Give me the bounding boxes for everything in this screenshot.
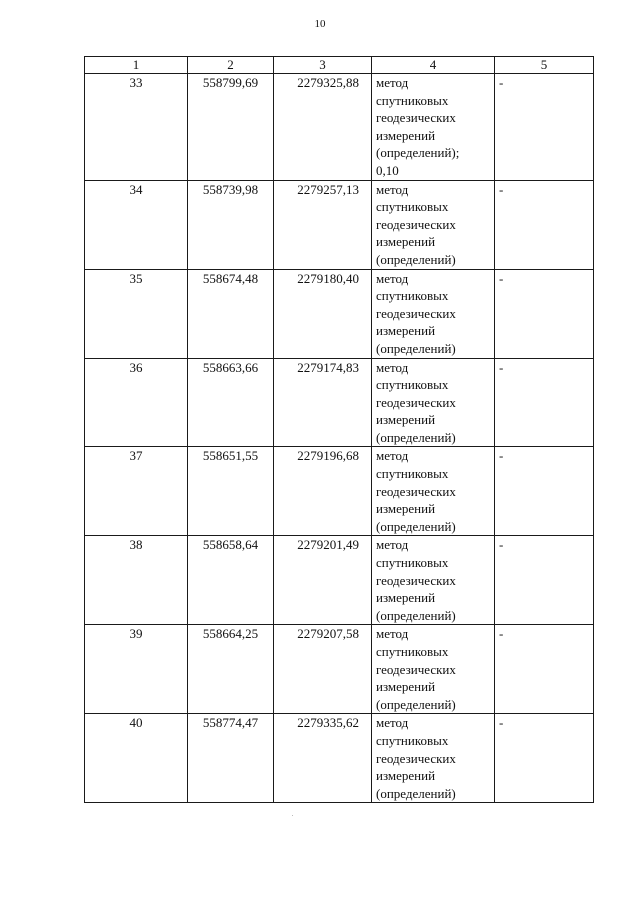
- point-number: 35: [85, 269, 188, 358]
- coordinate-y: 2279257,13: [274, 180, 372, 269]
- point-number: 37: [85, 447, 188, 536]
- header-col-4: 4: [372, 57, 495, 74]
- table-row: [85, 74, 594, 181]
- note: -: [495, 447, 594, 536]
- measurement-method: метод спутниковых геодезических измерений (определений): [372, 180, 495, 269]
- coordinate-x: 558799,69: [188, 74, 274, 181]
- note: -: [495, 180, 594, 269]
- header-row: [85, 57, 594, 74]
- point-number: 34: [85, 180, 188, 269]
- coordinate-x: 558674,48: [188, 269, 274, 358]
- header-col-5: 5: [495, 57, 594, 74]
- coordinate-y: 2279180,40: [274, 269, 372, 358]
- note: -: [495, 625, 594, 714]
- scan-speck: [292, 815, 293, 816]
- note: -: [495, 269, 594, 358]
- coordinate-y: 2279207,58: [274, 625, 372, 714]
- coordinate-y: 2279335,62: [274, 714, 372, 803]
- header-col-3: 3: [274, 57, 372, 74]
- table-body: [85, 74, 594, 803]
- coordinate-x: 558651,55: [188, 447, 274, 536]
- coordinate-x: 558658,64: [188, 536, 274, 625]
- measurement-method: метод спутниковых геодезических измерений (определений); 0,10: [372, 74, 495, 181]
- coordinate-y: 2279325,88: [274, 74, 372, 181]
- table-row: [85, 625, 594, 714]
- coordinate-x: 558774,47: [188, 714, 274, 803]
- coordinate-x: 558664,25: [188, 625, 274, 714]
- note: -: [495, 358, 594, 447]
- point-number: 39: [85, 625, 188, 714]
- table-row: [85, 447, 594, 536]
- coordinates-table: [84, 56, 594, 803]
- coordinate-x: 558739,98: [188, 180, 274, 269]
- point-number: 38: [85, 536, 188, 625]
- coordinate-x: 558663,66: [188, 358, 274, 447]
- coordinate-y: 2279196,68: [274, 447, 372, 536]
- table-row: [85, 714, 594, 803]
- table-row: [85, 536, 594, 625]
- note: -: [495, 536, 594, 625]
- measurement-method: метод спутниковых геодезических измерений (определений): [372, 358, 495, 447]
- header-col-1: 1: [85, 57, 188, 74]
- measurement-method: метод спутниковых геодезических измерений (определений): [372, 625, 495, 714]
- table-row: [85, 269, 594, 358]
- measurement-method: метод спутниковых геодезических измерений (определений): [372, 447, 495, 536]
- coordinate-y: 2279174,83: [274, 358, 372, 447]
- point-number: 36: [85, 358, 188, 447]
- measurement-method: метод спутниковых геодезических измерений (определений): [372, 714, 495, 803]
- table-row: [85, 358, 594, 447]
- table-row: [85, 180, 594, 269]
- point-number: 40: [85, 714, 188, 803]
- coordinate-y: 2279201,49: [274, 536, 372, 625]
- measurement-method: метод спутниковых геодезических измерений (определений): [372, 269, 495, 358]
- page-number: 10: [314, 18, 326, 30]
- header-col-2: 2: [188, 57, 274, 74]
- measurement-method: метод спутниковых геодезических измерений (определений): [372, 536, 495, 625]
- note: -: [495, 714, 594, 803]
- point-number: 33: [85, 74, 188, 181]
- table-header: [85, 57, 594, 74]
- note: -: [495, 74, 594, 181]
